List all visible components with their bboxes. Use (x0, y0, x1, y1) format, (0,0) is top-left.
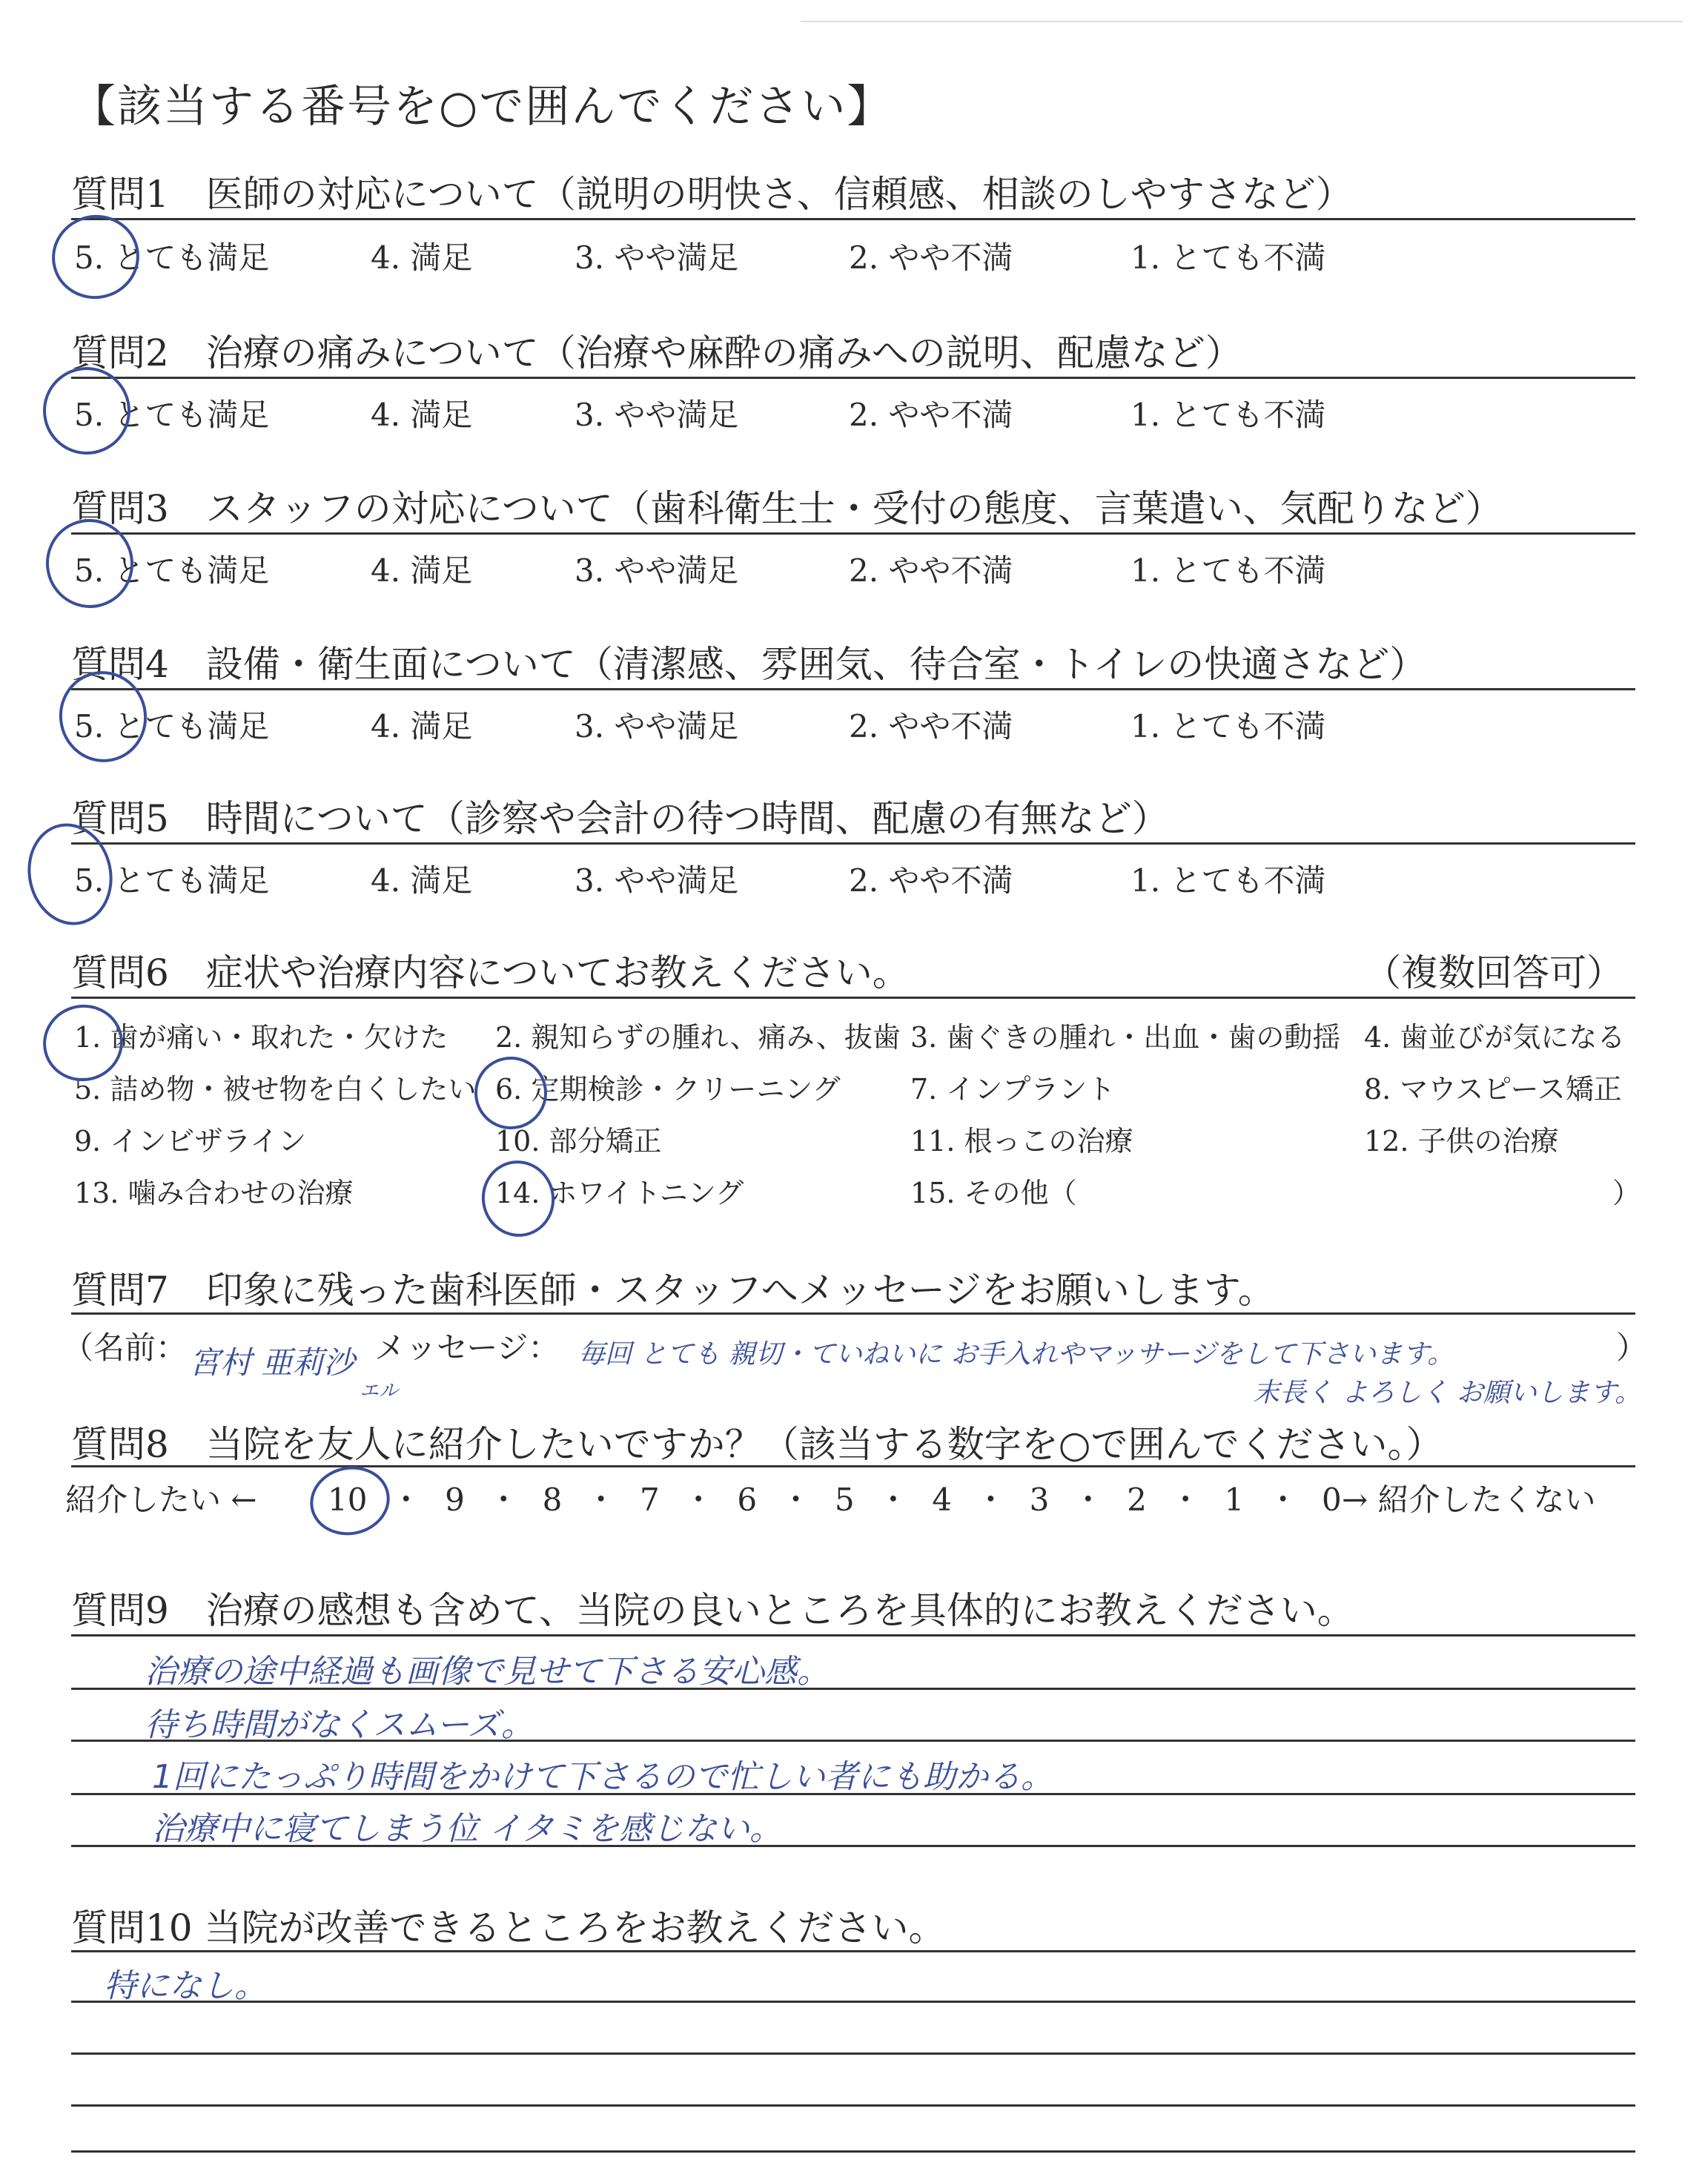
q6-item-1[interactable]: 1. 歯が痛い・取れた・欠けた (74, 1021, 448, 1054)
q10-title: 質問10 当院が改善できるところをお教えください。 (71, 1906, 946, 1949)
q4-title: 質問4 設備・衛生面について（清潔感、雰囲気、待合室・トイレの快適さなど） (71, 643, 1427, 686)
q6-item-15-close: ） (1612, 1177, 1641, 1209)
q10-rule-4 (71, 2104, 1635, 2107)
q6-item-10[interactable]: 10. 部分矯正 (495, 1125, 662, 1157)
q10-rule-1 (71, 1950, 1635, 1952)
q2-title: 質問2 治療の痛みについて（治療や麻酔の痛みへの説明、配慮など） (71, 331, 1242, 374)
q5-option-3[interactable]: 3. やや満足 (575, 862, 739, 899)
q4-option-5[interactable]: 5. とても満足 (74, 708, 270, 744)
q5-option-5[interactable]: 5. とても満足 (74, 862, 270, 899)
q10-rule-2 (71, 2001, 1635, 2003)
q5-rule (71, 842, 1635, 845)
q4-option-1[interactable]: 1. とても不満 (1131, 708, 1326, 744)
q2-option-1[interactable]: 1. とても不満 (1131, 397, 1326, 433)
q1-option-1[interactable]: 1. とても不満 (1131, 240, 1326, 276)
q3-option-3[interactable]: 3. やや満足 (575, 552, 739, 589)
q7-message-label: メッセージ： (374, 1330, 560, 1366)
q10-rule-3 (71, 2052, 1635, 2055)
q3-option-2[interactable]: 2. やや不満 (849, 552, 1013, 589)
q7-title: 質問7 印象に残った歯科医師・スタッフへメッセージをお願いします。 (71, 1269, 1275, 1312)
scan-top-edge (801, 21, 1683, 22)
q2-option-4[interactable]: 4. 満足 (371, 397, 473, 433)
q4-rule (71, 688, 1635, 690)
q8-left-label: 紹介したい ← (65, 1482, 257, 1518)
q1-option-3[interactable]: 3. やや満足 (575, 240, 739, 276)
q6-item-4[interactable]: 4. 歯並びが気になる (1364, 1021, 1626, 1054)
q7-message-handwritten: 毎回 とても 親切・ていねいに お手入れやマッサージをして下さいます。 (578, 1339, 1454, 1370)
q6-item-11[interactable]: 11. 根っこの治療 (910, 1125, 1133, 1157)
q2-option-5[interactable]: 5. とても満足 (74, 397, 270, 433)
page-title: 【該当する番号を○で囲んでください】 (71, 81, 893, 133)
q2-option-3[interactable]: 3. やや満足 (575, 397, 739, 433)
q2-option-2[interactable]: 2. やや不満 (849, 397, 1013, 433)
q9-answer-line-2: 待ち時間がなくスムーズ。 (145, 1706, 534, 1744)
q4-option-2[interactable]: 2. やや不満 (849, 708, 1013, 744)
q1-option-4[interactable]: 4. 満足 (371, 240, 473, 276)
q1-title: 質問1 医師の対応について（説明の明快さ、信頼感、相談のしやすさなど） (71, 173, 1353, 216)
q8-title: 質問8 当院を友人に紹介したいですか？（該当する数字を○で囲んでください。） (71, 1423, 1443, 1466)
q5-option-2[interactable]: 2. やや不満 (849, 862, 1013, 899)
q5-option-4[interactable]: 4. 満足 (371, 862, 473, 899)
q6-title: 質問6 症状や治療内容についてお教えください。 (71, 951, 910, 994)
q8-scale[interactable]: 10 ・ 9 ・ 8 ・ 7 ・ 6 ・ 5 ・ 4 ・ 3 ・ 2 ・ 1 ・ 0 (328, 1482, 1342, 1518)
q7-name-handwritten-sub: エル (360, 1380, 399, 1402)
q6-item-8[interactable]: 8. マウスピース矯正 (1364, 1073, 1622, 1106)
q4-option-3[interactable]: 3. やや満足 (575, 708, 739, 744)
q8-answer-circle (304, 1459, 397, 1542)
q9-answer-line-4: 治療中に寝てしまう位 イタミを感じない。 (152, 1810, 782, 1848)
q1-rule (71, 218, 1635, 220)
q3-title: 質問3 スタッフの対応について（歯科衛生士・受付の態度、言葉遣い、気配りなど） (71, 487, 1503, 530)
q3-option-5[interactable]: 5. とても満足 (74, 552, 270, 589)
q7-rule (71, 1312, 1635, 1315)
q8-rule (71, 1465, 1635, 1467)
q8-right-label: → 紹介したくない (1342, 1482, 1596, 1518)
q7-message-handwritten-2: 末長く よろしく お願いします。 (1253, 1378, 1642, 1408)
q1-option-2[interactable]: 2. やや不満 (849, 240, 1013, 276)
q6-item-14[interactable]: 14. ホワイトニング (495, 1177, 744, 1209)
q7-close-paren: ） (1616, 1330, 1648, 1366)
q6-item-9[interactable]: 9. インビザライン (74, 1125, 307, 1157)
q6-item-12[interactable]: 12. 子供の治療 (1364, 1125, 1559, 1157)
q6-item-7[interactable]: 7. インプラント (910, 1073, 1116, 1106)
q6-item-3[interactable]: 3. 歯ぐきの腫れ・出血・歯の動揺 (910, 1021, 1341, 1054)
q6-item-13[interactable]: 13. 噛み合わせの治療 (74, 1177, 354, 1209)
q3-option-1[interactable]: 1. とても不満 (1131, 552, 1326, 589)
q9-answer-line-3: 1回にたっぷり時間をかけて下さるので忙しい者にも助かる。 (152, 1758, 1053, 1796)
q6-item-6[interactable]: 6. 定期検診・クリーニング (495, 1073, 841, 1106)
q10-answer-line-1: 特になし。 (104, 1967, 267, 2005)
q1-option-5[interactable]: 5. とても満足 (74, 240, 270, 276)
q7-name-label: （名前： (62, 1330, 188, 1366)
q6-answer-circle-14 (474, 1154, 561, 1244)
q6-item-5[interactable]: 5. 詰め物・被せ物を白くしたい (74, 1073, 477, 1106)
q9-rule-1 (71, 1634, 1635, 1636)
q9-title: 質問9 治療の感想も含めて、当院の良いところを具体的にお教えください。 (71, 1589, 1354, 1632)
q5-option-1[interactable]: 1. とても不満 (1131, 862, 1326, 899)
q6-rule (71, 997, 1635, 999)
q3-option-4[interactable]: 4. 満足 (371, 552, 473, 589)
q9-answer-line-1: 治療の途中経過も画像で見せて下さる安心感。 (145, 1653, 830, 1691)
q1-answer-circle (44, 207, 148, 307)
q6-note: （複数回答可） (1364, 951, 1623, 994)
q2-rule (71, 377, 1635, 379)
q10-rule-5 (71, 2150, 1635, 2153)
q4-option-4[interactable]: 4. 満足 (371, 708, 473, 744)
q7-name-handwritten: 宮村 亜莉沙 (189, 1344, 355, 1381)
q5-title: 質問5 時間について（診察や会計の待つ時間、配慮の有無など） (71, 797, 1169, 840)
q6-item-15[interactable]: 15. その他（ (910, 1177, 1077, 1209)
q6-item-2[interactable]: 2. 親知らずの腫れ、痛み、抜歯 (495, 1021, 901, 1054)
q3-rule (71, 532, 1635, 535)
